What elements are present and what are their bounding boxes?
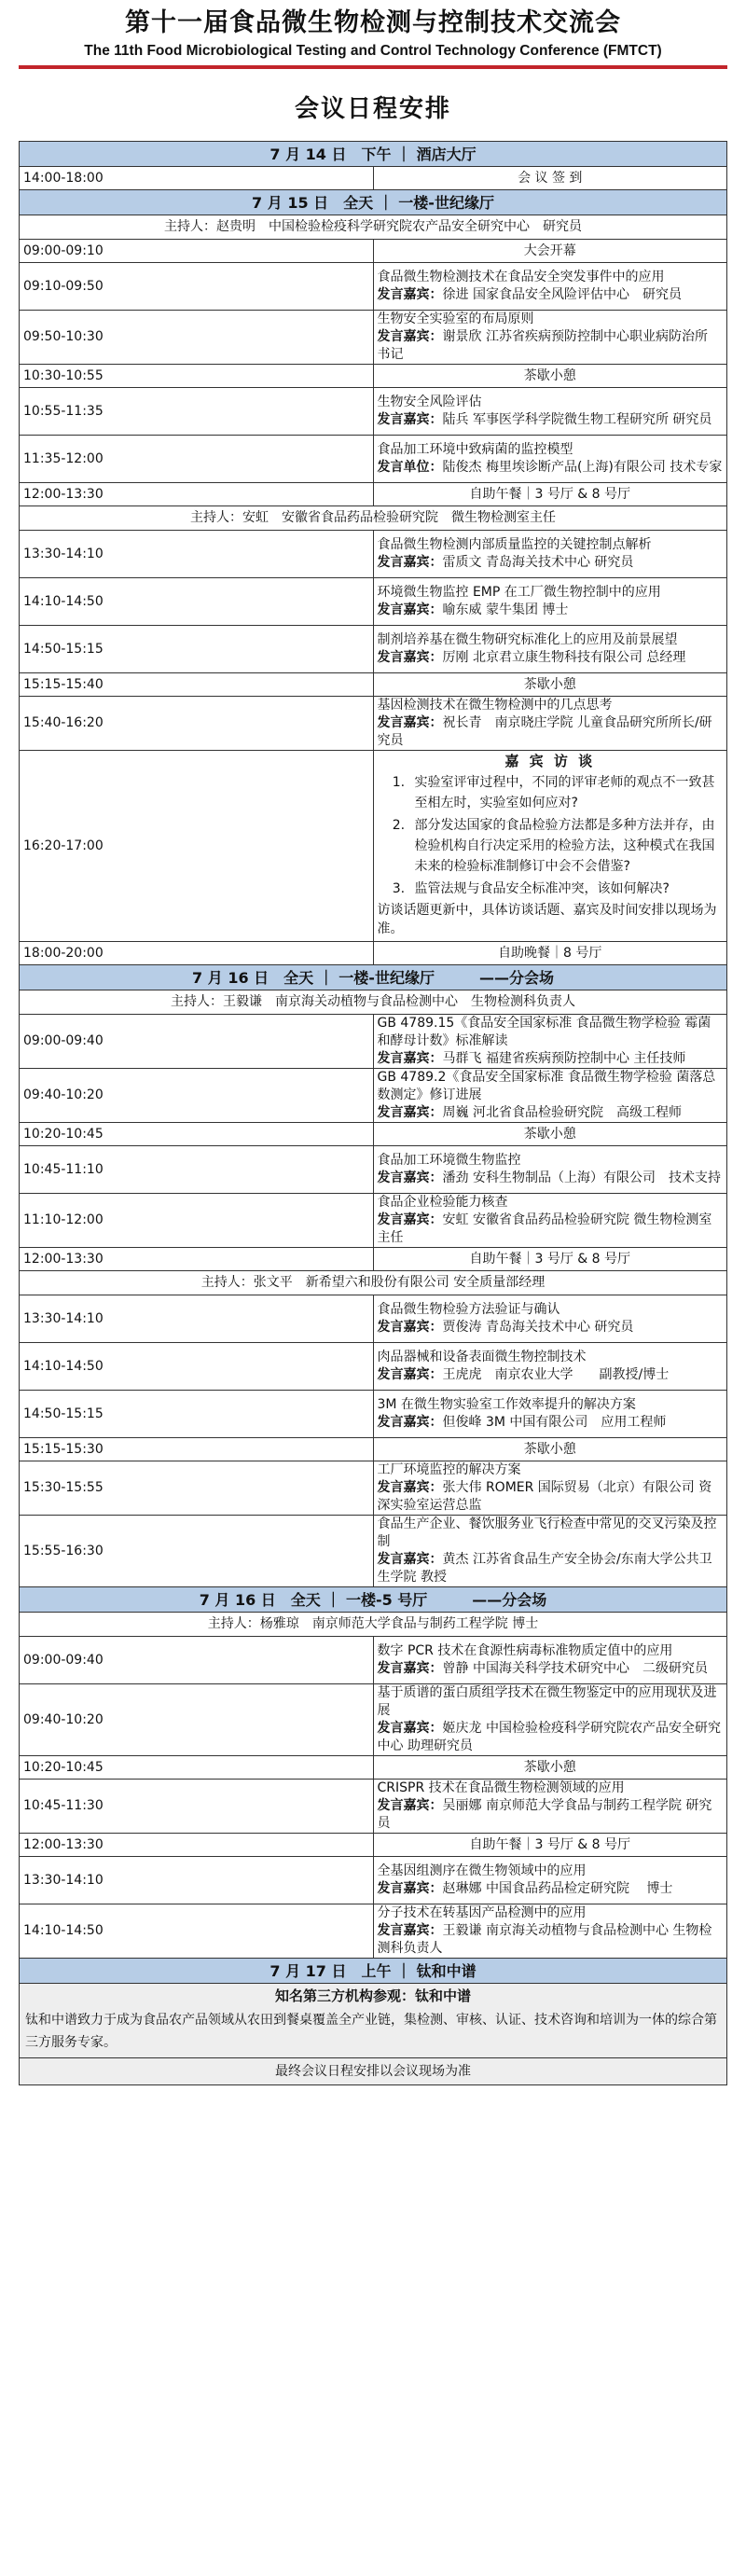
speaker-label: 发言嘉宾： — [377, 602, 443, 617]
session-title: 食品加工环境中致病菌的监控模型 — [377, 442, 573, 457]
schedule-row — [20, 1343, 727, 1391]
schedule-row — [20, 1295, 727, 1343]
speaker-name: 陆兵 军事医学科学院微生物工程研究所 研究员 — [442, 412, 712, 427]
speaker-line — [378, 328, 724, 364]
speaker-name: 喻东威 蒙牛集团 博士 — [442, 602, 569, 617]
time-cell: 15:55-16:30 — [20, 1516, 374, 1587]
speaker-line — [378, 554, 724, 572]
schedule-row — [20, 1391, 727, 1438]
time-cell: 09:00-09:10 — [20, 240, 374, 263]
time-cell: 14:00-18:00 — [20, 167, 374, 190]
speaker-name: 厉刚 北京君立康生物科技有限公司 总经理 — [442, 650, 686, 665]
session-title: 数字 PCR 技术在食源性病毒标准物质定值中的应用 — [377, 1643, 673, 1658]
final-note: 最终会议日程安排以会议现场为准 — [20, 2058, 727, 2085]
content-cell — [373, 1780, 727, 1834]
speaker-line — [378, 1212, 724, 1247]
speaker-line — [378, 1922, 724, 1958]
content-cell: 自助晚餐｜8 号厅 — [373, 942, 727, 965]
speaker-label: 发言嘉宾： — [377, 1170, 443, 1185]
session-title: 食品加工环境微生物监控 — [377, 1153, 521, 1168]
conference-title-en: The 11th Food Microbiological Testing and Control Technology Conference (FMTCT) — [84, 43, 662, 59]
speaker-label: 发言嘉宾： — [377, 1480, 443, 1495]
speaker-line — [378, 1660, 724, 1678]
content-cell — [373, 697, 727, 751]
session-title: 分子技术在转基因产品检测中的应用 — [377, 1905, 587, 1920]
content-cell — [373, 626, 727, 673]
interview-question: 2. 部分发达国家的食品检验方法都是多种方法并存，由检验机构自行决定采用的检验方法，这种模式在我国未来的检验标准制修订中会不会借鉴? — [409, 815, 724, 877]
speaker-label: 发言嘉宾： — [377, 1923, 443, 1938]
day-heading: 7 月 14 日 下午 ｜ 酒店大厅 — [20, 142, 727, 167]
header-divider — [19, 65, 727, 69]
speaker-name: 潘劲 安科生物制品（上海）有限公司 技术支持 — [442, 1170, 721, 1185]
time-cell: 10:20-10:45 — [20, 1123, 374, 1146]
host-text: 主持人：安虹 安徽省食品药品检验研究院 微生物检测室主任 — [20, 506, 727, 531]
interview-note: 访谈话题更新中，具体访谈话题、嘉宾及时间安排以现场为准。 — [377, 903, 717, 936]
conference-title-cn: 第十一届食品微生物检测与控制技术交流会 — [125, 8, 621, 37]
schedule-row — [20, 578, 727, 626]
speaker-line — [378, 1170, 724, 1187]
host-text: 主持人：王毅谦 南京海关动植物与食品检测中心 生物检测科负责人 — [20, 990, 727, 1015]
speaker-line — [378, 1366, 724, 1384]
speaker-label: 发言嘉宾： — [377, 329, 443, 344]
speaker-line — [378, 1720, 724, 1755]
time-cell: 12:00-13:30 — [20, 483, 374, 506]
schedule-title: 会议日程安排 — [294, 95, 451, 123]
partner-cell — [20, 1984, 727, 2058]
day-header-0715 — [20, 190, 727, 215]
schedule-row — [20, 1248, 727, 1271]
speaker-name: 王毅谦 南京海关动植物与食品检测中心 生物检测科负责人 — [377, 1923, 712, 1956]
speaker-name: 安虹 安徽省食品药品检验研究院 微生物检测室主任 — [377, 1212, 712, 1245]
speaker-name: 谢景欣 江苏省疾病预防控制中心职业病防治所 书记 — [377, 329, 708, 362]
content-cell: 自助午餐｜3 号厅 & 8 号厅 — [373, 1834, 727, 1857]
content-cell: 茶歇小憩 — [373, 365, 727, 388]
schedule-row — [20, 1637, 727, 1684]
host-text: 主持人：杨雅琼 南京师范大学食品与制药工程学院 博士 — [20, 1613, 727, 1637]
speaker-label: 发言嘉宾： — [377, 1367, 443, 1382]
content-cell: 会 议 签 到 — [373, 167, 727, 190]
schedule-row — [20, 1438, 727, 1461]
session-title: 3M 在微生物实验室工作效率提升的解决方案 — [377, 1397, 636, 1412]
speaker-label: 发言嘉宾： — [377, 1661, 443, 1676]
time-cell: 14:10-14:50 — [20, 578, 374, 626]
content-cell — [373, 1194, 727, 1248]
content-cell: 茶歇小憩 — [373, 1756, 727, 1780]
time-cell: 15:15-15:40 — [20, 673, 374, 697]
speaker-label: 发言嘉宾： — [377, 1721, 443, 1736]
session-title: 基因检测技术在微生物检测中的几点思考 — [377, 698, 613, 713]
host-row — [20, 990, 727, 1015]
schedule-row — [20, 1146, 727, 1194]
day-heading: 7 月 16 日 全天 ｜ 一楼-世纪缘厅 ——分会场 — [20, 965, 727, 990]
content-cell: 茶歇小憩 — [373, 1438, 727, 1461]
speaker-line — [378, 411, 724, 429]
session-title: 肉品器械和设备表面微生物控制技术 — [377, 1350, 587, 1364]
host-row — [20, 1271, 727, 1295]
speaker-line — [378, 1880, 724, 1898]
speaker-label: 发言嘉宾： — [377, 650, 443, 665]
speaker-label: 发言嘉宾： — [377, 1105, 443, 1120]
speaker-label: 发言嘉宾： — [377, 1320, 443, 1335]
speaker-name: 周巍 河北省食品检验研究院 高级工程师 — [442, 1105, 682, 1120]
time-cell: 10:45-11:30 — [20, 1780, 374, 1834]
speaker-line — [378, 602, 724, 619]
content-cell — [373, 531, 727, 578]
schedule-row — [20, 1461, 727, 1516]
content-cell — [373, 1146, 727, 1194]
content-cell — [373, 1015, 727, 1069]
content-cell — [373, 1857, 727, 1904]
speaker-label: 发言嘉宾： — [377, 715, 443, 730]
speaker-name: 黄杰 江苏省食品生产安全协会/东南大学公共卫生学院 教授 — [377, 1552, 712, 1585]
session-title: 食品微生物检验方法验证与确认 — [377, 1302, 560, 1317]
session-title: 工厂环境监控的解决方案 — [377, 1462, 521, 1477]
session-title: 食品微生物检测技术在食品安全突发事件中的应用 — [377, 270, 665, 284]
partner-row — [20, 1984, 727, 2058]
time-cell: 10:55-11:35 — [20, 388, 374, 436]
speaker-line — [378, 1797, 724, 1833]
schedule-row — [20, 483, 727, 506]
time-cell: 16:20-17:00 — [20, 751, 374, 942]
schedule-row — [20, 673, 727, 697]
time-cell: 10:45-11:10 — [20, 1146, 374, 1194]
speaker-line — [378, 459, 724, 477]
speaker-name: 张大伟 ROMER 国际贸易（北京）有限公司 资深实验室运营总监 — [377, 1480, 712, 1513]
day-header-0717 — [20, 1959, 727, 1984]
content-cell — [373, 311, 727, 365]
speaker-label: 发言嘉宾： — [377, 555, 443, 570]
speaker-line — [378, 649, 724, 667]
content-cell — [373, 263, 727, 311]
time-cell: 09:10-09:50 — [20, 263, 374, 311]
time-cell: 11:35-12:00 — [20, 436, 374, 483]
schedule-row — [20, 531, 727, 578]
content-cell — [373, 1295, 727, 1343]
schedule-row — [20, 436, 727, 483]
content-cell: 自助午餐｜3 号厅 & 8 号厅 — [373, 483, 727, 506]
speaker-name: 贾俊涛 青岛海关技术中心 研究员 — [442, 1320, 634, 1335]
schedule-table — [19, 141, 727, 2085]
content-cell: 大会开幕 — [373, 240, 727, 263]
content-cell — [373, 1343, 727, 1391]
speaker-label: 发言嘉宾： — [377, 1881, 443, 1896]
time-cell: 18:00-20:00 — [20, 942, 374, 965]
schedule-row — [20, 311, 727, 365]
time-cell: 09:00-09:40 — [20, 1637, 374, 1684]
interview-questions — [378, 772, 724, 899]
time-cell: 13:30-14:10 — [20, 1295, 374, 1343]
interview-cell — [373, 751, 727, 942]
host-row — [20, 215, 727, 240]
time-cell: 12:00-13:30 — [20, 1248, 374, 1271]
speaker-label: 发言嘉宾： — [377, 1552, 443, 1567]
session-title: 生物安全风险评估 — [377, 395, 482, 409]
schedule-row — [20, 1780, 727, 1834]
schedule-row — [20, 1857, 727, 1904]
speaker-line — [378, 1319, 724, 1336]
session-title: GB 4789.15《食品安全国家标准 食品微生物学检验 霉菌和酵母计数》标准解读 — [377, 1016, 711, 1048]
speaker-name: 祝长青 南京晓庄学院 儿童食品研究所所长/研究员 — [377, 715, 712, 748]
header — [0, 0, 746, 69]
interview-row — [20, 751, 727, 942]
session-title: GB 4789.2《食品安全国家标准 食品微生物学检验 菌落总数测定》修订进展 — [377, 1070, 716, 1102]
time-cell: 09:40-10:20 — [20, 1684, 374, 1756]
session-title: 基于质谱的蛋白质组学技术在微生物鉴定中的应用现状及进展 — [377, 1685, 717, 1718]
schedule-row — [20, 1904, 727, 1959]
schedule-row — [20, 697, 727, 751]
content-cell — [373, 1391, 727, 1438]
interview-title: 嘉 宾 访 谈 — [504, 753, 596, 769]
speaker-line — [378, 1104, 724, 1122]
content-cell — [373, 1637, 727, 1684]
session-title: 食品企业检验能力核查 — [377, 1195, 508, 1210]
host-text: 主持人：张文平 新希望六和股份有限公司 安全质量部经理 — [20, 1271, 727, 1295]
content-cell — [373, 578, 727, 626]
speaker-name: 陆俊杰 梅里埃诊断产品(上海)有限公司 技术专家 — [442, 460, 723, 475]
speaker-label: 发言嘉宾： — [377, 287, 443, 302]
speaker-name: 王虎虎 南京农业大学 副教授/博士 — [442, 1367, 670, 1382]
content-cell — [373, 436, 727, 483]
day-heading: 7 月 15 日 全天 ｜ 一楼-世纪缘厅 — [20, 190, 727, 215]
time-cell: 09:00-09:40 — [20, 1015, 374, 1069]
day-heading: 7 月 17 日 上午 ｜ 钛和中谱 — [20, 1959, 727, 1984]
host-text: 主持人：赵贵明 中国检验检疫科学研究院农产品安全研究中心 研究员 — [20, 215, 727, 240]
day-header-0716-hall — [20, 965, 727, 990]
time-cell: 14:50-15:15 — [20, 1391, 374, 1438]
session-title: 环境微生物监控 EMP 在工厂微生物控制中的应用 — [377, 585, 661, 600]
host-row — [20, 1613, 727, 1637]
schedule-row — [20, 1194, 727, 1248]
time-cell: 10:20-10:45 — [20, 1756, 374, 1780]
time-cell: 13:30-14:10 — [20, 531, 374, 578]
final-note-row — [20, 2058, 727, 2085]
schedule-row — [20, 1123, 727, 1146]
schedule-row — [20, 942, 727, 965]
speaker-line — [378, 1551, 724, 1586]
time-cell: 14:10-14:50 — [20, 1343, 374, 1391]
schedule-row — [20, 365, 727, 388]
time-cell: 12:00-13:30 — [20, 1834, 374, 1857]
session-title: 制剂培养基在微生物研究标准化上的应用及前景展望 — [377, 632, 678, 647]
speaker-line — [378, 1050, 724, 1068]
speaker-name: 曾静 中国海关科学技术研究中心 二级研究员 — [442, 1661, 708, 1676]
speaker-label: 发言单位： — [377, 460, 443, 475]
time-cell: 14:10-14:50 — [20, 1904, 374, 1959]
content-cell: 茶歇小憩 — [373, 1123, 727, 1146]
content-cell — [373, 1516, 727, 1587]
content-cell — [373, 1684, 727, 1756]
time-cell: 14:50-15:15 — [20, 626, 374, 673]
content-cell — [373, 1461, 727, 1516]
host-row — [20, 506, 727, 531]
time-cell: 15:40-16:20 — [20, 697, 374, 751]
schedule-row — [20, 1756, 727, 1780]
time-cell: 11:10-12:00 — [20, 1194, 374, 1248]
content-cell — [373, 388, 727, 436]
speaker-label: 发言嘉宾： — [377, 1212, 443, 1227]
day-heading: 7 月 16 日 全天 ｜ 一楼-5 号厅 ——分会场 — [20, 1587, 727, 1613]
speaker-name: 徐进 国家食品安全风险评估中心 研究员 — [442, 287, 682, 302]
speaker-line — [378, 286, 724, 304]
speaker-label: 发言嘉宾： — [377, 1051, 443, 1066]
schedule-row — [20, 240, 727, 263]
schedule-row — [20, 1516, 727, 1587]
speaker-name: 但俊峰 3M 中国有限公司 应用工程师 — [442, 1415, 667, 1430]
speaker-name: 吴丽娜 南京师范大学食品与制药工程学院 研究员 — [377, 1798, 712, 1831]
schedule-row — [20, 263, 727, 311]
day-header-0714 — [20, 142, 727, 167]
time-cell: 10:30-10:55 — [20, 365, 374, 388]
schedule-row — [20, 388, 727, 436]
speaker-label: 发言嘉宾： — [377, 412, 443, 427]
speaker-label: 发言嘉宾： — [377, 1415, 443, 1430]
interview-question: 3. 监管法规与食品安全标准冲突，该如何解决? — [409, 879, 724, 899]
partner-description: 钛和中谱致力于成为食品农产品领域从农田到餐桌覆盖全产业链，集检测、审核、认证、技术咨询和培训为一体的综合第三方服务专家。 — [25, 2013, 717, 2050]
content-cell — [373, 1904, 727, 1959]
speaker-name: 姬庆龙 中国检验检疫科学研究院农产品安全研究中心 助理研究员 — [377, 1721, 721, 1753]
content-cell — [373, 1069, 727, 1123]
interview-question: 1. 实验室评审过程中，不同的评审老师的观点不一致甚至相左时，实验室如何应对? — [409, 772, 724, 813]
session-title: 食品生产企业、餐饮服务业飞行检查中常见的交叉污染及控制 — [377, 1517, 717, 1549]
time-cell: 15:15-15:30 — [20, 1438, 374, 1461]
speaker-line — [378, 1479, 724, 1515]
time-cell: 09:50-10:30 — [20, 311, 374, 365]
speaker-name: 赵琳娜 中国食品药品检定研究院 博士 — [442, 1881, 673, 1896]
schedule-row — [20, 1015, 727, 1069]
schedule-row — [20, 626, 727, 673]
speaker-line — [378, 714, 724, 750]
session-title: 生物安全实验室的布局原则 — [377, 312, 534, 326]
session-title: CRISPR 技术在食品微生物检测领域的应用 — [377, 1780, 625, 1795]
speaker-line — [378, 1414, 724, 1432]
partner-title: 知名第三方机构参观：钛和中谱 — [274, 1987, 471, 2004]
speaker-name: 雷质文 青岛海关技术中心 研究员 — [442, 555, 634, 570]
time-cell: 13:30-14:10 — [20, 1857, 374, 1904]
content-cell: 自助午餐｜3 号厅 & 8 号厅 — [373, 1248, 727, 1271]
schedule-row — [20, 1684, 727, 1756]
content-cell: 茶歇小憩 — [373, 673, 727, 697]
schedule-row — [20, 167, 727, 190]
schedule-row — [20, 1069, 727, 1123]
speaker-label: 发言嘉宾： — [377, 1798, 443, 1813]
speaker-name: 马群飞 福建省疾病预防控制中心 主任技师 — [442, 1051, 686, 1066]
day-header-0716-room5 — [20, 1587, 727, 1613]
session-title: 全基因组测序在微生物领域中的应用 — [377, 1863, 587, 1878]
time-cell: 15:30-15:55 — [20, 1461, 374, 1516]
time-cell: 09:40-10:20 — [20, 1069, 374, 1123]
session-title: 食品微生物检测内部质量监控的关键控制点解析 — [377, 537, 652, 552]
schedule-row — [20, 1834, 727, 1857]
